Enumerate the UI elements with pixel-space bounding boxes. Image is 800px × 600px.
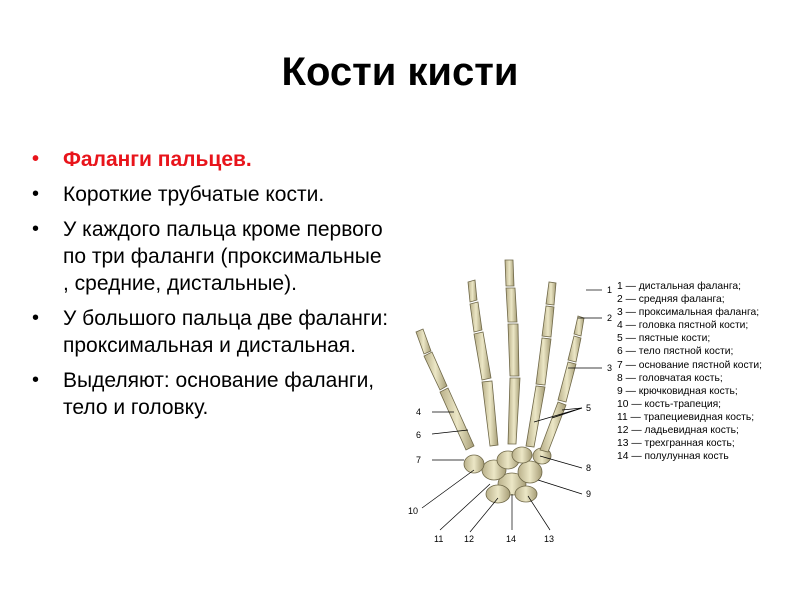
figure-legend xyxy=(617,280,762,463)
legend-item: 1 — дистальная фаланга; xyxy=(617,281,741,292)
bullet-dot-icon: • xyxy=(32,369,40,391)
legend-item: 5 — пястные кости; xyxy=(617,333,711,345)
bullet-item xyxy=(30,367,390,421)
callout-number: 1 xyxy=(607,285,613,295)
bullet-item xyxy=(30,146,390,173)
callout-number: 13 xyxy=(544,534,555,544)
legend-item: 8 — головчатая кость; xyxy=(617,372,723,384)
bullet-dot-icon: • xyxy=(32,218,40,240)
legend-item: 11 — трапециевидная кость; xyxy=(617,411,755,423)
bullet-item xyxy=(30,216,390,297)
legend-item: 12 — ладьевидная кость; xyxy=(617,425,739,437)
bullet-item xyxy=(30,305,390,359)
callout-number: 3 xyxy=(607,363,613,373)
bullet-item xyxy=(30,181,390,208)
legend-item: 7 — основание пястной кости; xyxy=(617,359,763,371)
legend-item: 13 — трехгранная кость; xyxy=(617,438,735,450)
bullet-dot-icon: • xyxy=(32,148,40,170)
legend-item: 14 — полулунная кость xyxy=(617,451,729,463)
legend-item: 4 — головка пястной кости; xyxy=(617,320,749,332)
bullet-text: У большого пальца две фаланги: проксимальная и дистальная. xyxy=(63,307,389,357)
bullet-text: Короткие трубчатые кости. xyxy=(63,183,325,206)
bullet-list xyxy=(30,146,390,429)
legend-item: 10 — кость-трапеция; xyxy=(617,398,722,410)
callout-number: 6 xyxy=(416,430,422,440)
callout-number: 4 xyxy=(416,407,422,417)
bullet-text: У каждого пальца кроме первого по три фаланги (проксимальные , средние, дистальные). xyxy=(63,218,383,295)
callout-number: 11 xyxy=(434,534,444,544)
callout-number: 2 xyxy=(607,313,613,323)
callout-number: 12 xyxy=(464,534,475,544)
callout-number: 7 xyxy=(416,455,422,465)
callout-number: 8 xyxy=(586,463,592,473)
bullet-text: Фаланги пальцев. xyxy=(63,148,252,171)
callout-number: 10 xyxy=(408,506,419,516)
legend-item: 2 — средняя фаланга; xyxy=(617,294,725,306)
hand-skeleton xyxy=(416,260,584,503)
legend-item: 6 — тело пястной кости; xyxy=(617,346,734,358)
callout-number: 9 xyxy=(586,489,592,499)
bullet-text: Выделяют: основание фаланги, тело и головку. xyxy=(63,369,375,419)
bullet-dot-icon: • xyxy=(32,183,40,205)
legend-item: 3 — проксимальная фаланга; xyxy=(617,307,760,319)
bullet-dot-icon: • xyxy=(32,307,40,329)
callout-number: 14 xyxy=(506,534,517,544)
slide-title: Кости кисти xyxy=(281,50,519,94)
callout-number: 5 xyxy=(586,403,592,413)
legend-item: 9 — крючковидная кость; xyxy=(617,385,738,397)
